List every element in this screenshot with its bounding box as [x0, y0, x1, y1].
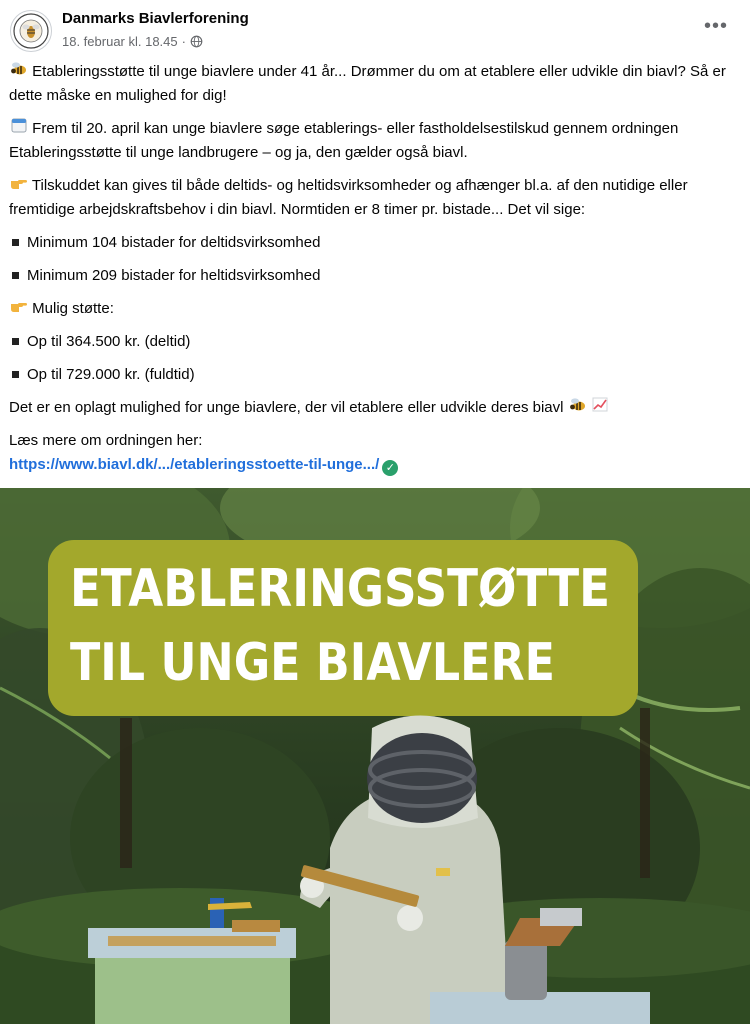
calendar-paragraph [9, 117, 729, 165]
meta-separator: · [181, 34, 186, 49]
list-item-text: Minimum 104 bistader for deltidsvirksomhed [27, 234, 321, 251]
read-more-label: Læs mere om ordningen her: [9, 432, 203, 449]
closing-text: Det er en oplagt mulighed for unge biavlere, der vil etablere eller udvikle deres biavl [9, 399, 564, 416]
list-item [9, 363, 729, 387]
intro-paragraph [9, 60, 729, 108]
list-item [9, 330, 729, 354]
pointing-hand-icon [9, 297, 28, 321]
more-options-button[interactable]: ••• [703, 15, 728, 37]
chart-increasing-icon [591, 396, 610, 420]
post-text [9, 60, 729, 510]
page-name[interactable]: Danmarks Biavlerforening [62, 10, 249, 27]
article-link[interactable]: https://www.biavl.dk/.../etableringsstoette-til-unge.../ [9, 456, 380, 473]
globe-icon [190, 35, 203, 48]
avatar[interactable] [10, 10, 52, 52]
list-item [9, 264, 729, 288]
bee-icon [9, 60, 28, 84]
calendar-icon [9, 117, 28, 141]
list-item-text: Minimum 209 bistader for heltidsvirksomhed [27, 267, 321, 284]
bullet-icon [12, 371, 19, 378]
grant-paragraph [9, 174, 729, 222]
post-header [0, 0, 750, 60]
association-logo-icon [11, 11, 51, 51]
post-meta [62, 34, 203, 49]
support-heading-text: Mulig støtte: [32, 300, 114, 317]
intro-text: Etableringsstøtte til unge biavlere under 41 år... Drømmer du om at etablere eller udvikle din biavl? Så er dette måske en mulighed for dig! [9, 63, 726, 104]
bullet-icon [12, 239, 19, 246]
list-item-text: Op til 364.500 kr. (deltid) [27, 333, 191, 350]
closing-paragraph [9, 396, 729, 420]
calendar-text: Frem til 20. april kan unge biavlere søge etablerings- eller fastholdelsestilskud gennem ordningen Etableringsstøtte til unge landbrugere – og ja, den gælder også biavl. [9, 120, 679, 161]
bee-icon [568, 396, 587, 420]
post-image[interactable] [0, 488, 750, 1024]
banner-line-2: TIL UNGE BIAVLERE [70, 633, 555, 693]
list-item [9, 231, 729, 255]
list-item-text: Op til 729.000 kr. (fuldtid) [27, 366, 195, 383]
bullet-icon [12, 338, 19, 345]
grant-text: Tilskuddet kan gives til både deltids- og heltidsvirksomheder og afhænger bl.a. af den nutidige eller fremtidige arbejdskraftsbehov i din biavl. Normtiden er 8 timer pr. bistade... Det vil sige: [9, 177, 688, 218]
check-mark-icon: ✓ [382, 460, 398, 476]
link-paragraph [9, 453, 729, 477]
timestamp[interactable]: 18. februar kl. 18.45 [62, 34, 178, 49]
banner-line-1: ETABLERINGSSTØTTE [70, 559, 610, 619]
beekeeper-photo [0, 488, 750, 1024]
bullet-icon [12, 272, 19, 279]
pointing-hand-icon [9, 174, 28, 198]
support-heading [9, 297, 729, 321]
